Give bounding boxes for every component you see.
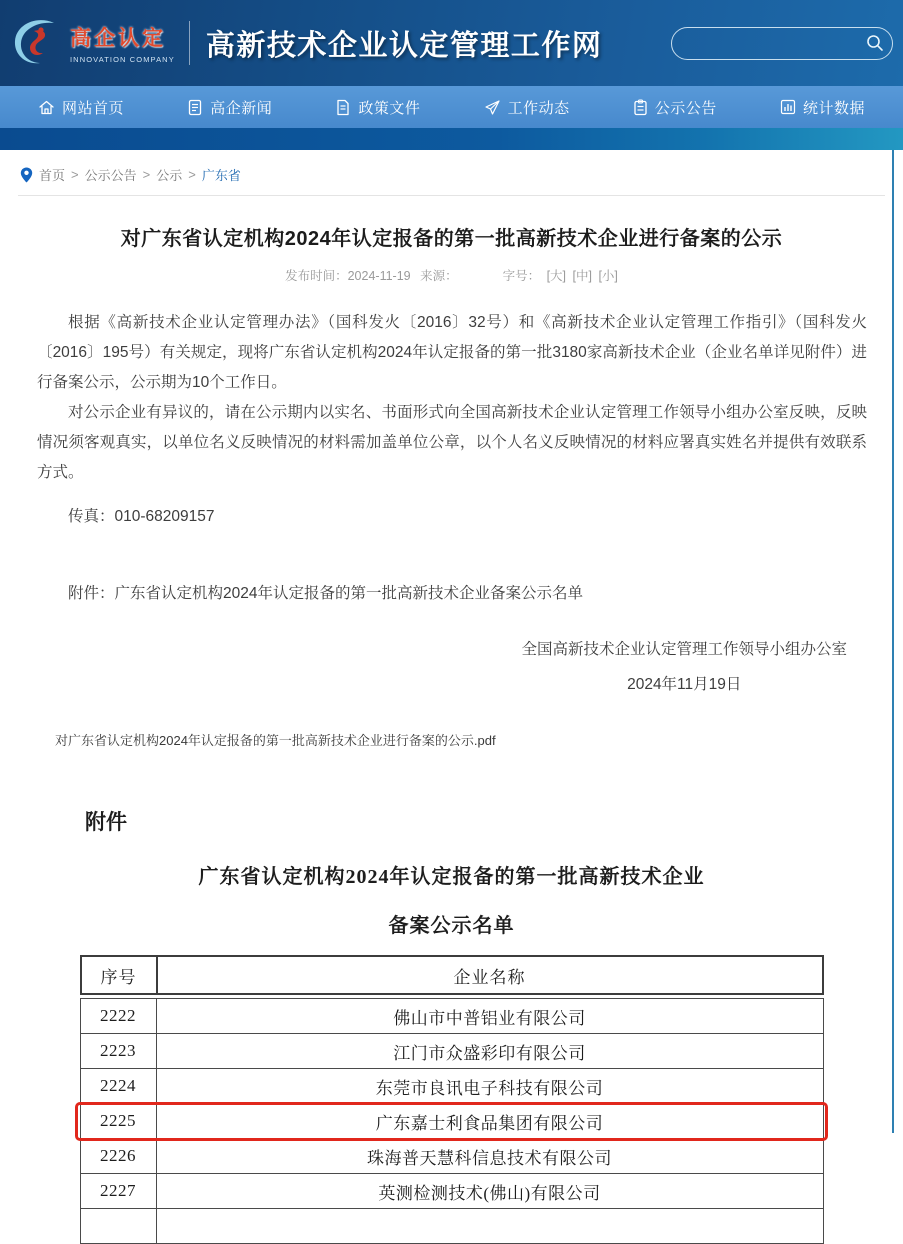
breadcrumb-separator: > xyxy=(188,167,196,182)
header-company-name: 企业名称 xyxy=(157,956,823,994)
table-row xyxy=(80,999,823,1034)
company-table xyxy=(0,955,903,1244)
signature-block xyxy=(0,637,847,694)
nav-item-home[interactable] xyxy=(38,97,124,118)
table-row-partial xyxy=(80,1209,823,1244)
news-icon xyxy=(187,99,203,116)
row-company-name: 佛山市中普铝业有限公司 xyxy=(156,999,823,1034)
search-button[interactable] xyxy=(866,34,894,52)
table-row xyxy=(80,1069,823,1104)
attachment-title-line2: 备案公示名单 xyxy=(388,915,515,937)
publish-date: 2024-11-19 xyxy=(347,269,411,283)
row-serial-number: 2223 xyxy=(80,1034,156,1069)
font-size-large-button[interactable]: [大] xyxy=(546,269,567,283)
nav-item-updates[interactable] xyxy=(484,97,570,118)
nav-label: 高企新闻 xyxy=(210,99,273,117)
breadcrumb-home[interactable]: 首页 xyxy=(39,168,66,183)
nav-label: 公示公告 xyxy=(654,99,717,117)
pdf-attachment-link[interactable]: 对广东省认定机构2024年认定报备的第一批高新技术企业进行备案的公示.pdf xyxy=(55,733,496,748)
attachment-line: 附件：广东省认定机构2024年认定报备的第一批高新技术企业备案公示名单 xyxy=(68,585,583,602)
breadcrumb-separator: > xyxy=(71,167,79,182)
font-size-medium-button[interactable]: [中] xyxy=(572,269,592,283)
article-paragraph-2: 对公示企业有异议的，请在公示期内以实名、书面形式向全国高新技术企业认定管理工作领导小组办公室反映，反映情况须客观真实，以单位名义反映情况的材料需加盖单位公章，以个人名义反映情况的材料应署真实姓名并提供有效联系方式。 xyxy=(37,404,867,481)
row-serial-number: 2224 xyxy=(80,1069,156,1104)
nav-label: 统计数据 xyxy=(802,99,865,117)
site-logo[interactable] xyxy=(10,17,175,69)
nav-item-policy[interactable] xyxy=(335,97,420,118)
table-row xyxy=(80,1034,823,1069)
row-serial-number: 2227 xyxy=(80,1174,156,1209)
article-paragraph-1: 根据《高新技术企业认定管理办法》（国科发火〔2016〕32号）和《高新技术企业认定管理工作指引》（国科发火〔2016〕195号）有关规定，现将广东省认定机构2024年认定报备的第一批3180家高新技术企业（企业名单详见附件）进行备案公示，公示期为10个工作日。 xyxy=(37,314,867,391)
row-company-name: 珠海普天慧科信息技术有限公司 xyxy=(156,1139,823,1174)
signature-office: 全国高新技术企业认定管理工作领导小组办公室 xyxy=(521,641,847,658)
row-company-name: 广东嘉士利食品集团有限公司 xyxy=(156,1104,823,1139)
attachment-label: 附件 xyxy=(85,810,127,834)
breadcrumb-divider xyxy=(18,195,885,196)
header-serial-number: 序号 xyxy=(81,956,157,994)
announcement-icon xyxy=(633,99,648,116)
search-input[interactable] xyxy=(672,36,866,51)
table-header-row xyxy=(81,956,823,994)
banner-divider xyxy=(189,21,190,65)
table-row xyxy=(80,1139,823,1174)
nav-item-statistics[interactable] xyxy=(780,97,865,118)
article-meta xyxy=(0,266,903,284)
breadcrumb-publicity[interactable]: 公示 xyxy=(156,168,183,183)
row-serial-number: 2226 xyxy=(80,1139,156,1174)
main-nav xyxy=(0,86,903,128)
publish-time-label: 发布时间： xyxy=(285,269,348,283)
breadcrumb-guangdong[interactable]: 广东省 xyxy=(201,168,241,183)
row-serial-number: 2225 xyxy=(80,1104,156,1139)
search-box[interactable] xyxy=(671,27,893,60)
site-header xyxy=(0,0,903,86)
search-icon xyxy=(866,34,884,52)
logo-swoosh-icon xyxy=(10,17,68,69)
site-title: 高新技术企业认定管理工作网 xyxy=(205,29,603,62)
paper-plane-icon xyxy=(484,99,501,116)
logo-subtitle: INNOVATION COMPANY xyxy=(70,55,175,64)
home-icon xyxy=(38,99,55,116)
table-row xyxy=(80,1174,823,1209)
logo-title: 高企认定 xyxy=(70,27,166,50)
nav-item-announcements[interactable] xyxy=(633,97,717,118)
source-label: 来源： xyxy=(420,269,458,283)
font-size-small-button[interactable]: [小] xyxy=(598,269,618,283)
breadcrumb-announcements[interactable]: 公示公告 xyxy=(84,168,137,183)
nav-item-news[interactable] xyxy=(187,97,272,118)
bar-chart-icon xyxy=(780,99,796,115)
signature-date: 2024年11月19日 xyxy=(627,676,742,693)
row-serial-number: 2222 xyxy=(80,999,156,1034)
page-frame-line xyxy=(892,150,894,1133)
font-size-label: 字号： xyxy=(502,269,541,283)
attachment-title-line1: 广东省认定机构2024年认定报备的第一批高新技术企业 xyxy=(198,866,705,888)
nav-label: 网站首页 xyxy=(62,99,125,117)
row-company-name: 英测检测技术(佛山)有限公司 xyxy=(156,1174,823,1209)
row-company-name: 江门市众盛彩印有限公司 xyxy=(156,1034,823,1069)
location-pin-icon xyxy=(20,167,33,183)
row-company-name: 东莞市良讯电子科技有限公司 xyxy=(156,1069,823,1104)
banner-strip xyxy=(0,128,903,150)
attachment-document xyxy=(0,806,903,1244)
article-body xyxy=(37,308,867,609)
nav-label: 政策文件 xyxy=(358,99,421,117)
table-row-highlighted xyxy=(80,1104,823,1139)
nav-label: 工作动态 xyxy=(507,99,570,117)
breadcrumb-separator: > xyxy=(142,167,151,182)
fax-line: 传真：010-68209157 xyxy=(68,508,215,525)
article-title: 对广东省认定机构2024年认定报备的第一批高新技术企业进行备案的公示 xyxy=(120,228,783,250)
breadcrumb xyxy=(0,150,903,195)
policy-document-icon xyxy=(335,99,351,116)
